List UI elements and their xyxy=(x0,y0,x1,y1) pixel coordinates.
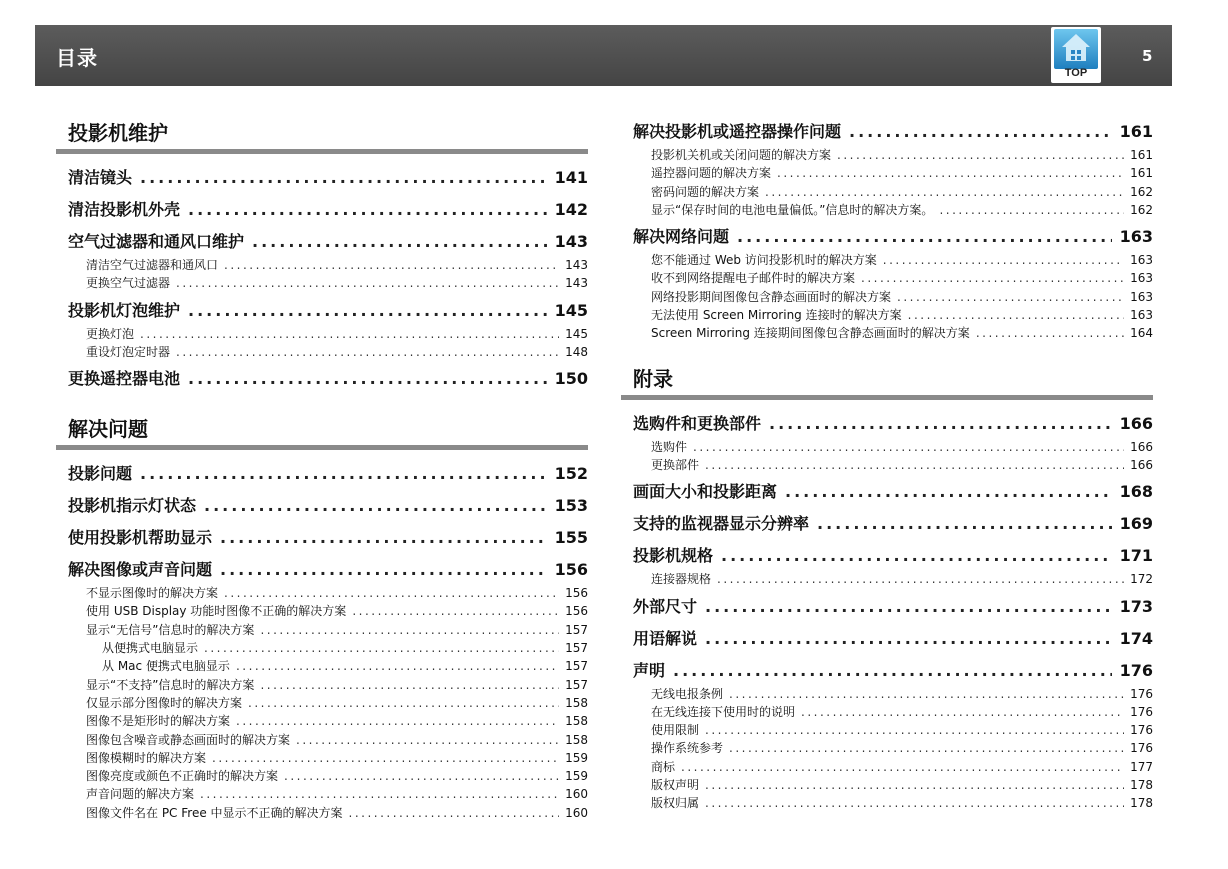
toc-sub-link[interactable] xyxy=(621,438,1153,456)
toc-sub-label: 不显示图像时的解决方案 xyxy=(86,586,219,601)
toc-sub-page: 161 xyxy=(1130,166,1153,181)
toc-sub-page: 143 xyxy=(565,276,588,291)
toc-link[interactable] xyxy=(56,164,588,192)
toc-sub-label: 从 Mac 便携式电脑显示 xyxy=(102,659,230,674)
toc-label: 外部尺寸 xyxy=(633,596,698,616)
toc-sub-link[interactable] xyxy=(56,325,588,343)
toc-entry xyxy=(621,625,1153,653)
toc-sub-label: 连接器规格 xyxy=(651,572,712,587)
toc-link[interactable] xyxy=(621,478,1153,506)
toc-sub-page: 159 xyxy=(565,769,588,784)
toc-sub-page: 156 xyxy=(565,604,588,619)
toc-page: 150 xyxy=(554,369,588,389)
toc-sub-label: 仅显示部分图像时的解决方案 xyxy=(86,695,243,710)
toc-sub-label: 无线电报条例 xyxy=(651,686,724,701)
toc-link[interactable] xyxy=(621,593,1153,621)
page-title: 目录 xyxy=(56,46,98,70)
toc-label: 空气过滤器和通风口维护 xyxy=(68,232,245,251)
toc-sub-page: 160 xyxy=(565,787,588,802)
toc-sub-page: 160 xyxy=(565,805,588,820)
toc-label: 支持的监视器显示分辨率 xyxy=(633,514,810,534)
toc-sub-page: 176 xyxy=(1130,686,1153,701)
toc-page: 176 xyxy=(1119,660,1153,680)
toc-sub-label: 图像包含噪音或静态画面时的解决方案 xyxy=(86,732,291,747)
toc-sub-link[interactable] xyxy=(56,712,588,730)
toc-page: 143 xyxy=(554,232,588,251)
toc-sub-page: 157 xyxy=(565,622,588,637)
toc-link[interactable] xyxy=(621,625,1153,653)
toc-sub-link[interactable] xyxy=(621,570,1153,588)
toc-sub-link[interactable] xyxy=(621,251,1153,269)
toc-sub-label: 使用限制 xyxy=(651,723,700,738)
top-label: TOP xyxy=(1064,67,1088,79)
toc-entry xyxy=(56,196,588,224)
toc-sub-label: 图像文件名在 PC Free 中显示不正确的解决方案 xyxy=(86,805,343,820)
toc-sub-label: 投影机关机或关闭问题的解决方案 xyxy=(651,148,832,162)
toc-sub-page: 166 xyxy=(1130,439,1153,454)
toc-label: 解决图像或声音问题 xyxy=(68,560,213,580)
toc-sub-label: 图像模糊时的解决方案 xyxy=(86,750,207,765)
toc-link[interactable] xyxy=(621,410,1153,438)
toc-entry xyxy=(621,410,1153,475)
toc-sub-page: 157 xyxy=(565,677,588,692)
toc-sub-link[interactable] xyxy=(56,621,588,639)
toc-link[interactable] xyxy=(621,223,1153,251)
toc-sub-link[interactable] xyxy=(56,804,588,822)
toc-label: 投影机灯泡维护 xyxy=(68,300,181,320)
section-title: 投影机维护 xyxy=(56,117,588,154)
toc-sub-link[interactable] xyxy=(621,324,1153,342)
toc-entry xyxy=(621,118,1153,219)
toc-page: 166 xyxy=(1119,413,1153,433)
toc-sub-page: 143 xyxy=(565,258,588,272)
toc-link[interactable] xyxy=(621,510,1153,538)
toc-sub-link[interactable] xyxy=(56,256,588,274)
toc-entry xyxy=(56,164,588,192)
right-column xyxy=(621,118,1153,833)
toc-page: 161 xyxy=(1119,122,1153,141)
toc-sub-link[interactable] xyxy=(621,164,1153,182)
section-appendix xyxy=(621,363,1153,813)
toc-sub-label: 商标 xyxy=(651,759,676,774)
left-column xyxy=(56,117,588,842)
toc-sub-link[interactable] xyxy=(56,694,588,712)
toc-entry xyxy=(621,593,1153,621)
toc-link[interactable] xyxy=(56,556,588,584)
section-maintenance xyxy=(56,117,588,393)
toc-sub-label: 版权声明 xyxy=(651,778,700,793)
toc-sub-page: 176 xyxy=(1130,723,1153,738)
toc-entry xyxy=(56,365,588,393)
toc-page: 152 xyxy=(554,464,588,484)
toc-sub-link[interactable] xyxy=(621,288,1153,306)
toc-page: 145 xyxy=(554,300,588,320)
toc-sub-link[interactable] xyxy=(621,794,1153,812)
toc-entry xyxy=(56,556,588,822)
page-number: 5 xyxy=(1142,47,1153,65)
toc-sub-link[interactable] xyxy=(621,685,1153,703)
toc-label: 使用投影机帮助显示 xyxy=(68,528,213,548)
toc-page: 168 xyxy=(1119,482,1153,502)
toc-sub-label: 显示“保存时间的电池电量偏低。”信息时的解决方案。 xyxy=(651,202,934,217)
toc-sub-page: 163 xyxy=(1130,289,1153,304)
toc-sub-link[interactable] xyxy=(56,767,588,785)
toc-sub-page: 158 xyxy=(565,695,588,710)
toc-sub-page: 176 xyxy=(1130,704,1153,719)
toc-sub-page: 164 xyxy=(1130,326,1153,341)
toc-entry xyxy=(621,542,1153,588)
toc-label: 清洁投影机外壳 xyxy=(68,200,181,219)
toc-sub-label: 更换空气过滤器 xyxy=(86,276,171,291)
toc-link[interactable] xyxy=(621,542,1153,570)
toc-page: 169 xyxy=(1119,514,1153,534)
toc-label: 清洁镜头 xyxy=(68,168,133,187)
toc-sub-link[interactable] xyxy=(621,269,1153,287)
toc-label: 解决投影机或遥控器操作问题 xyxy=(633,122,842,141)
toc-sub-label: 版权归属 xyxy=(651,796,700,811)
toc-page: 156 xyxy=(554,560,588,580)
toc-link[interactable] xyxy=(56,297,588,325)
toc-entry xyxy=(56,492,588,520)
toc-page: 163 xyxy=(1119,227,1153,247)
toc-sub-label: 无法使用 Screen Mirroring 连接时的解决方案 xyxy=(651,308,902,323)
toc-sub-page: 166 xyxy=(1130,457,1153,472)
toc-sub-page: 157 xyxy=(565,659,588,674)
toc-sub-page: 163 xyxy=(1130,271,1153,286)
toc-entry xyxy=(56,460,588,488)
toc-link[interactable] xyxy=(621,118,1153,146)
toc-sub-label: 使用 USB Display 功能时图像不正确的解决方案 xyxy=(86,604,347,619)
toc-sub-label: 网络投影期间图像包含静态画面时的解决方案 xyxy=(651,289,892,304)
toc-sub-label: 您不能通过 Web 访问投影机时的解决方案 xyxy=(651,253,877,268)
toc-page: 171 xyxy=(1119,546,1153,566)
toc-sub-page: 162 xyxy=(1130,202,1153,217)
toc-sub-page: 148 xyxy=(565,344,588,359)
toc-sub-page: 176 xyxy=(1130,741,1153,756)
toc-sub-link[interactable] xyxy=(621,758,1153,776)
toc-sub-label: 清洁空气过滤器和通风口 xyxy=(86,258,219,272)
toc-entry xyxy=(621,657,1153,813)
toc-page: 141 xyxy=(554,168,588,187)
toc-sub-page: 163 xyxy=(1130,308,1153,323)
toc-label: 更换遥控器电池 xyxy=(68,369,181,389)
toc-entry xyxy=(621,510,1153,538)
toc-label: 投影机指示灯状态 xyxy=(68,496,197,516)
toc-label: 用语解说 xyxy=(633,628,698,648)
toc-label: 解决网络问题 xyxy=(633,227,730,247)
toc-sub-link[interactable] xyxy=(621,776,1153,794)
section-title: 解决问题 xyxy=(56,413,588,450)
toc-sub-page: 159 xyxy=(565,750,588,765)
toc-entry xyxy=(56,297,588,362)
toc-sub-page: 145 xyxy=(565,326,588,341)
section-title: 附录 xyxy=(621,363,1153,400)
toc-sub-link[interactable] xyxy=(621,306,1153,324)
toc-sub-link[interactable] xyxy=(621,183,1153,201)
toc-sub-label: 操作系统参考 xyxy=(651,741,724,756)
toc-entry xyxy=(56,524,588,552)
toc-sub-label: 显示“无信号”信息时的解决方案 xyxy=(86,622,255,637)
toc-sub-link[interactable] xyxy=(56,584,588,602)
toc-sub-page: 157 xyxy=(565,641,588,656)
toc-sub-label: 选购件 xyxy=(651,439,688,454)
toc-entry xyxy=(621,223,1153,342)
toc-page: 142 xyxy=(554,200,588,219)
toc-sub-link[interactable] xyxy=(621,456,1153,474)
toc-link[interactable] xyxy=(56,492,588,520)
toc-sub-label: 密码问题的解决方案 xyxy=(651,184,760,199)
toc-link[interactable] xyxy=(56,524,588,552)
toc-sub-label: 显示“不支持”信息时的解决方案 xyxy=(86,677,255,692)
toc-sub-link[interactable] xyxy=(56,731,588,749)
toc-sub-link[interactable] xyxy=(56,657,588,675)
toc-label: 投影机规格 xyxy=(633,546,714,566)
toc-sub-link[interactable] xyxy=(621,721,1153,739)
toc-sub-page: 158 xyxy=(565,732,588,747)
toc-sub-label: 从便携式电脑显示 xyxy=(102,641,199,656)
toc-sub-label: 在无线连接下使用时的说明 xyxy=(651,704,796,719)
toc-page: 173 xyxy=(1119,596,1153,616)
header-bar xyxy=(35,25,1172,86)
toc-sub-link[interactable] xyxy=(56,676,588,694)
toc-sub-page: 163 xyxy=(1130,253,1153,268)
toc-entry xyxy=(56,228,588,293)
toc-link[interactable] xyxy=(56,196,588,224)
home-icon xyxy=(1054,29,1098,69)
toc-sub-label: 收不到网络提醒电子邮件时的解决方案 xyxy=(651,271,856,286)
toc-sub-link[interactable] xyxy=(621,146,1153,164)
toc-sub-label: 更换灯泡 xyxy=(86,326,135,341)
toc-label: 声明 xyxy=(633,660,666,680)
toc-link[interactable] xyxy=(56,460,588,488)
toc-entry xyxy=(621,478,1153,506)
toc-sub-page: 156 xyxy=(565,586,588,601)
toc-sub-link[interactable] xyxy=(56,602,588,620)
toc-sub-page: 178 xyxy=(1130,796,1153,811)
top-button[interactable] xyxy=(1051,27,1101,83)
toc-sub-link[interactable] xyxy=(56,785,588,803)
toc-label: 选购件和更换部件 xyxy=(633,413,762,433)
toc-page: 174 xyxy=(1119,628,1153,648)
toc-sub-page: 162 xyxy=(1130,184,1153,199)
toc-link[interactable] xyxy=(56,365,588,393)
toc-sub-link[interactable] xyxy=(621,703,1153,721)
toc-label: 画面大小和投影距离 xyxy=(633,482,778,502)
section-troubleshooting xyxy=(56,413,588,822)
toc-sub-label: Screen Mirroring 连接期间图像包含静态画面时的解决方案 xyxy=(651,326,970,341)
toc-sub-page: 161 xyxy=(1130,148,1153,162)
toc-sub-label: 遥控器问题的解决方案 xyxy=(651,166,772,181)
toc-sub-link[interactable] xyxy=(621,201,1153,219)
toc-sub-link[interactable] xyxy=(621,739,1153,757)
toc-sub-label: 图像不是矩形时的解决方案 xyxy=(86,714,231,729)
toc-sub-link[interactable] xyxy=(56,749,588,767)
toc-link[interactable] xyxy=(621,657,1153,685)
toc-label: 投影问题 xyxy=(68,464,133,484)
toc-sub-page: 178 xyxy=(1130,778,1153,793)
toc-sub-page: 158 xyxy=(565,714,588,729)
toc-sub-label: 图像亮度或颜色不正确时的解决方案 xyxy=(86,769,279,784)
toc-link[interactable] xyxy=(56,228,588,256)
toc-sub-page: 177 xyxy=(1130,759,1153,774)
toc-sub-page: 172 xyxy=(1130,572,1153,587)
toc-sub-link[interactable] xyxy=(56,639,588,657)
toc-sub-link[interactable] xyxy=(56,343,588,361)
toc-sub-link[interactable] xyxy=(56,274,588,292)
toc-sub-label: 重设灯泡定时器 xyxy=(86,344,171,359)
toc-page: 153 xyxy=(554,496,588,516)
toc-sub-label: 更换部件 xyxy=(651,457,700,472)
toc-sub-label: 声音问题的解决方案 xyxy=(86,787,195,802)
toc-page: 155 xyxy=(554,528,588,548)
